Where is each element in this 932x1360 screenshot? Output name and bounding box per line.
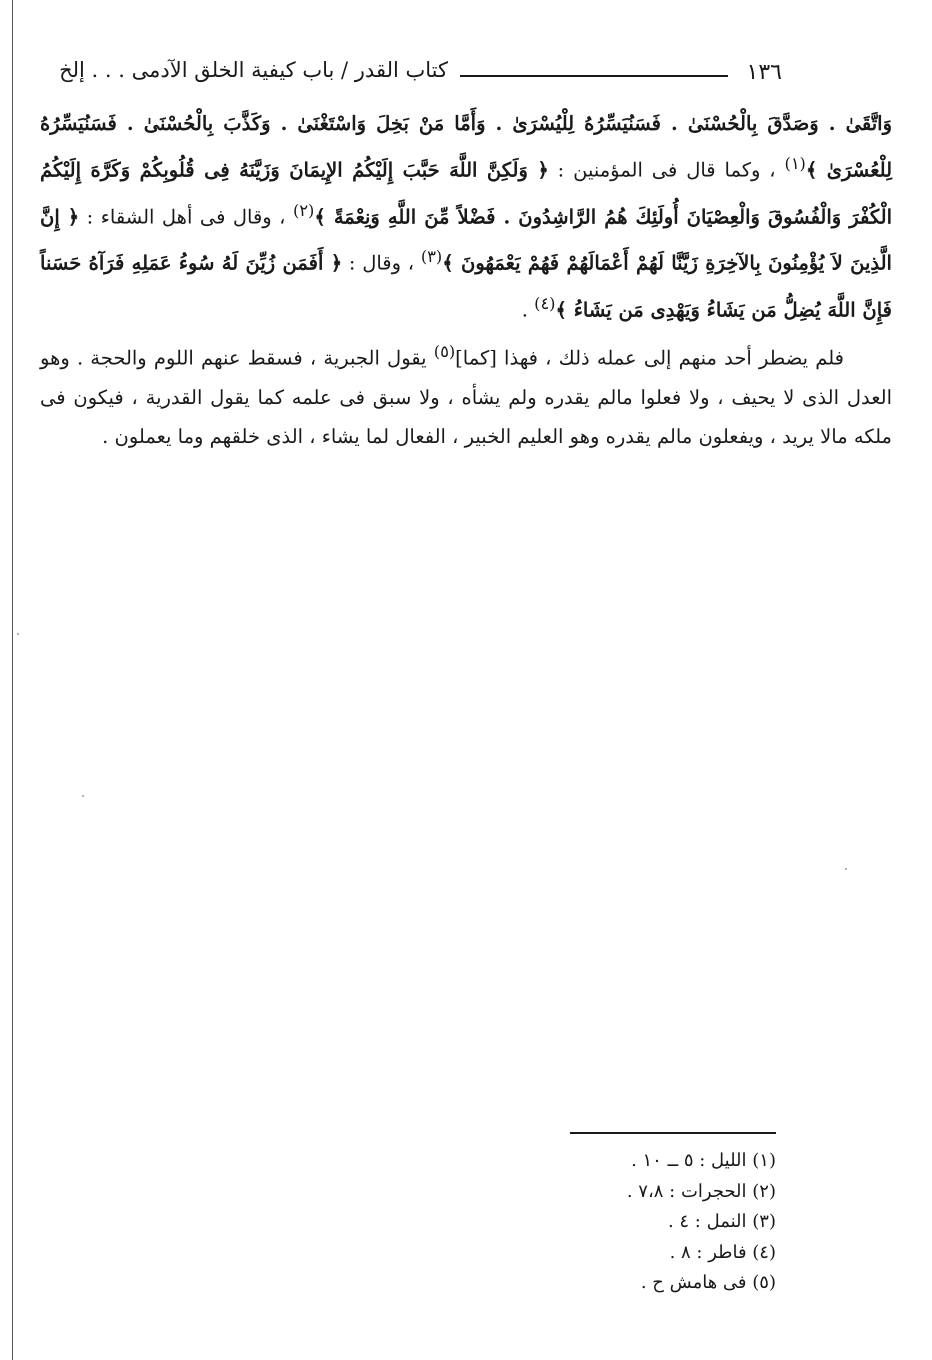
- main-text: [40, 104, 892, 456]
- footnote-4: (٤) فاطر : ٨ .: [669, 1241, 776, 1263]
- page-number: ١٣٦: [746, 60, 782, 85]
- footnote-ref: (٣): [420, 247, 443, 266]
- footnotes: [450, 1146, 776, 1299]
- scan-margin-line: [12, 0, 13, 1360]
- text-run: فلم يضطر أحد منهم إلى عمله ذلك ، فهذا [كما]: [455, 346, 844, 370]
- text-run: ، وقال :: [342, 251, 421, 275]
- footnote-ref: (٤): [534, 293, 556, 313]
- footnote-2: (٢) الحجرات : ٧،٨ .: [626, 1180, 776, 1202]
- quran-verse: ﴿ أَفَمَن زُيِّنَ لَهُ سُوءُ عَمَلِهِ فَرَآهُ حَسَناً فَإِنَّ اللَّهَ يُضِلُّ مَن يَشَاءُ وَيَهْدِى مَن يَشَاءُ ﴾: [40, 251, 892, 321]
- footnote-1: (١) الليل : ٥ ــ ١٠ .: [631, 1150, 776, 1171]
- footnote-ref: (٥): [433, 342, 456, 361]
- footnote-3: (٣) النمل : ٤ .: [667, 1211, 776, 1232]
- footnote-ref: (١): [784, 154, 806, 173]
- footnote-separator: [570, 1132, 776, 1134]
- text-run: .: [521, 298, 535, 321]
- scan-speck: [17, 633, 19, 635]
- paragraph-1: [40, 104, 892, 330]
- quran-verse: ﴿ إِنَّ الَّذِينَ لاَ يُؤْمِنُونَ بِالآخِرَةِ زَيَّنَّا لَهُمْ أَعْمَالَهُمْ فَهُمْ يَعْمَهُونَ ﴾: [40, 205, 892, 275]
- running-title: كتاب القدر / باب كيفية الخلق الآدمى . . . إلخ: [59, 58, 448, 82]
- scan-speck: [82, 795, 84, 797]
- header-rule: [460, 75, 728, 77]
- footnote-ref: (٢): [292, 200, 315, 220]
- paragraph-2: [40, 332, 892, 456]
- text-run: يقول الجبرية ، فسقط عنهم اللوم والحجة . وهو العدل الذى لا يحيف ، ولا فعلوا مالم يقدره ولم يشأه ، ولا سبق فى علمه كما يقول القدرية ، فيكون فى ملكه مالا يريد ، ويفعلون مالم يقدره وهو العليم الخبير ، الفعال لما يشاء ، الذى خلقهم وما يعملون .: [40, 346, 892, 448]
- footnote-5: (٥) فى هامش ح .: [640, 1272, 776, 1293]
- text-run: ، وقال فى أهل الشقاء :: [79, 205, 293, 228]
- quran-verse: وَاتَّقَىٰ . وَصَدَّقَ بِالْحُسْنَىٰ . فَسَنُيَسِّرُهُ لِلْيُسْرَىٰ . وَأَمَّا مَنْ بَخِلَ وَاسْتَغْنَىٰ . وَكَذَّبَ بِالْحُسْنَىٰ . فَسَنُيَسِّرُهُ لِلْعُسْرَىٰ ﴾: [40, 112, 893, 182]
- quran-verse: ﴿ وَلَكِنَّ اللَّهَ حَبَّبَ إِلَيْكُمُ الإِيمَانَ وَزَيَّنَهُ فِى قُلُوبِكُمْ وَكَرَّهَ إِلَيْكُمُ الْكُفْرَ وَالْفُسُوقَ وَالْعِصْيَانَ أُولَئِكَ هُمُ الرَّاشِدُونَ . فَضْلاً مِّنَ اللَّهِ وَنِعْمَةً ﴾: [40, 158, 893, 228]
- scan-speck: [845, 868, 847, 870]
- text-run: ، وكما قال فى المؤمنين :: [548, 158, 785, 182]
